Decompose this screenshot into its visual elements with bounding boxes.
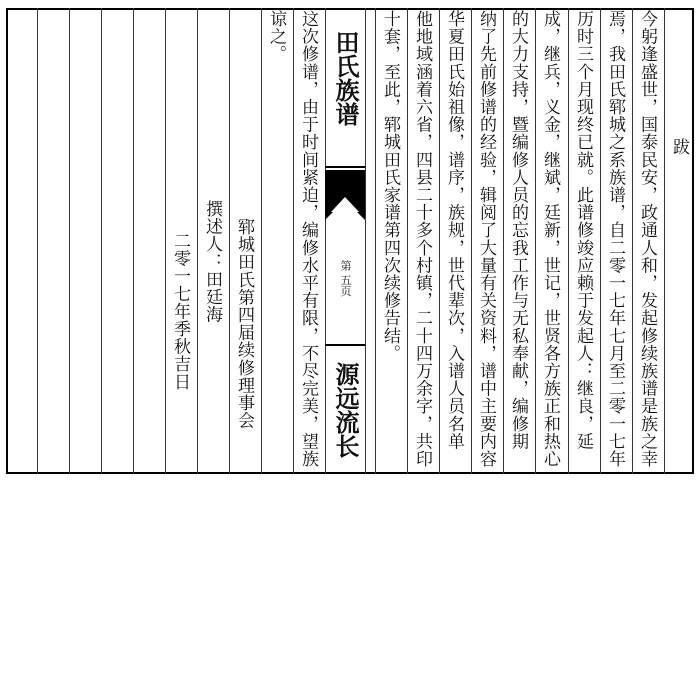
text-column: 十套，至此，郓城田氏家谱第四次续修告结。 <box>380 10 400 362</box>
signature-org: 郓城田氏第四届续修理事会 <box>234 218 254 430</box>
column-rule <box>261 8 262 474</box>
column-rule <box>407 8 408 474</box>
column-rule <box>37 8 38 474</box>
band-divider <box>325 166 365 168</box>
band-title: 田氏族谱 <box>331 30 359 126</box>
column-rule <box>133 8 134 474</box>
column-rule <box>568 8 569 474</box>
heading-ba: 跋 <box>669 138 689 156</box>
text-column: 他地域涵着六省，四县二十多个村镇，二十四万余字，共印 <box>412 10 432 468</box>
signature-date: 二零一七年季秋吉日 <box>170 232 190 391</box>
text-column: 谅之。 <box>266 10 286 63</box>
band-divider <box>325 344 365 346</box>
column-rule <box>600 8 601 474</box>
column-rule <box>101 8 102 474</box>
fishtail-mark-icon <box>325 170 365 220</box>
column-rule <box>664 8 665 474</box>
column-rule <box>165 8 166 474</box>
column-rule <box>535 8 536 474</box>
text-column: 华夏田氏始祖像，谱序，族规，世代辈次，入谱人员名单 <box>444 10 464 450</box>
signature-author: 撰述人：田廷海 <box>202 200 222 324</box>
text-column: 今躬逢盛世，国泰民安，政通人和，发起修续族谱是族之幸 <box>637 10 657 468</box>
text-column: 焉，我田氏郓城之系族谱，自二零一七年七月至二零一七年 <box>605 10 625 468</box>
column-rule <box>229 8 230 474</box>
column-rule <box>439 8 440 474</box>
text-column: 纳了先前修谱的经验，辑阅了大量有关资料，谱中主要内容 <box>476 10 496 468</box>
text-column: 的大力支持，暨编修人员的忘我工作与无私奉献，编修期 <box>508 10 528 450</box>
band-bottom-title: 源远流长 <box>331 362 359 458</box>
column-rule <box>293 8 294 474</box>
column-rule <box>632 8 633 474</box>
text-column: 这次修谱，由于时间紧迫，编修水平有限，不尽完美，望族 <box>298 10 318 468</box>
text-column: 历时三个月现终已就。此谱修竣应赖于发起人：继良，延 <box>573 10 593 450</box>
text-column: 成，继兵，义金，继斌，廷新，世记，世贤各方族正和热心 <box>540 10 560 468</box>
column-rule <box>503 8 504 474</box>
page-number: 第 五页 <box>339 260 352 297</box>
column-rule <box>197 8 198 474</box>
column-rule <box>375 8 376 474</box>
center-band <box>325 8 365 474</box>
column-rule <box>471 8 472 474</box>
band-rule-right <box>365 8 366 474</box>
column-rule <box>69 8 70 474</box>
